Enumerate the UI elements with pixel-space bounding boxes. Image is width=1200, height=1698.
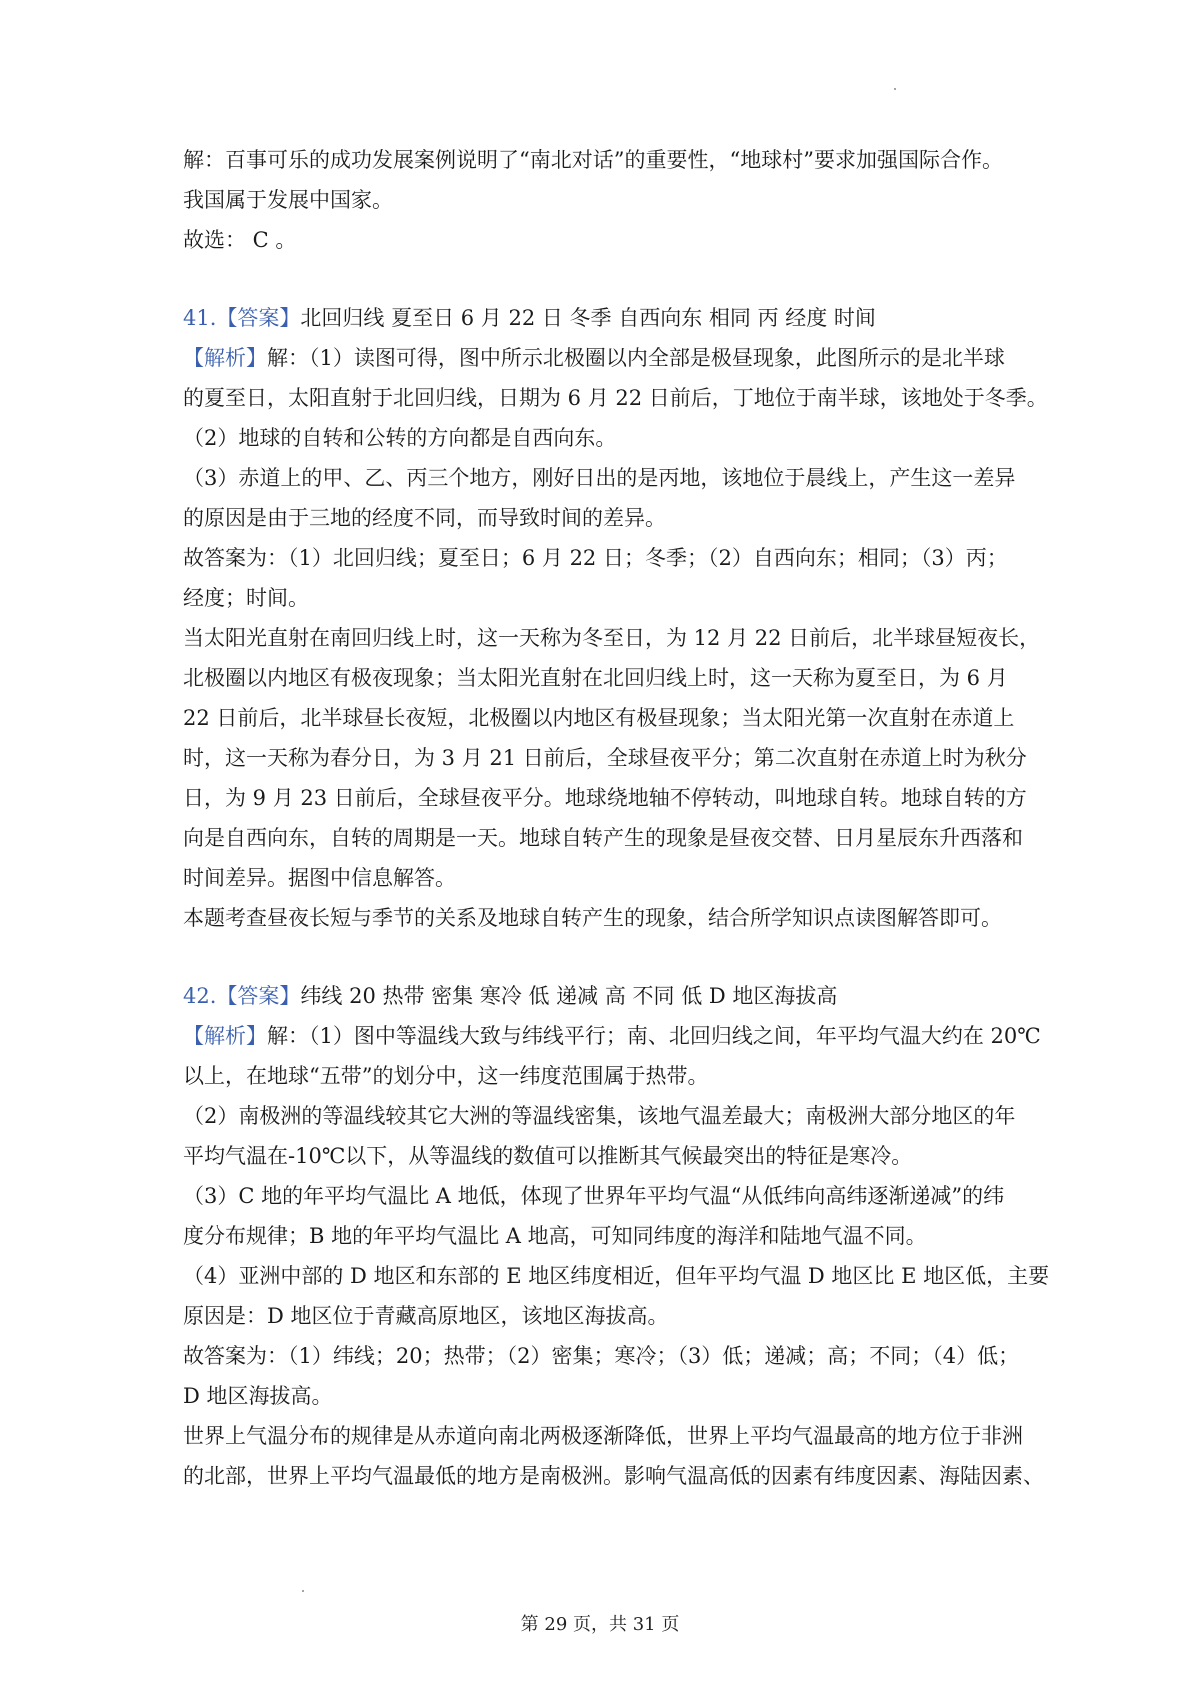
text-line: （2）南极洲的等温线较其它大洲的等温线密集，该地气温差最大；南极洲大部分地区的年 [183,1104,1016,1128]
analysis-text: 解：（1）读图可得，图中所示北极圈以内全部是极昼现象，此图所示的是北半球 [267,346,1005,370]
text-line: 以上，在地球“五带”的划分中，这一纬度范围属于热带。 [183,1064,709,1088]
page-footer: 第 29 页，共 31 页 [520,1614,680,1635]
text-line: 的北部，世界上平均气温最低的地方是南极洲。影响气温高低的因素有纬度因素、海陆因素、 [183,1464,1044,1488]
section-gap [183,938,1028,976]
text-line: 日，为 9 月 23 日前后，全球昼夜平分。地球绕地轴不停转动，叫地球自转。地球自转的方 [183,786,1027,810]
analysis-text: 解：（1）图中等温线大致与纬线平行；南、北回归线之间，年平均气温大约在 20℃ [267,1024,1041,1048]
text-line: 经度；时间。 [183,586,309,610]
answer-tag: 【答案】 [216,984,301,1008]
text-line: 时，这一天称为春分日，为 3 月 21 日前后，全球昼夜平分；第二次直射在赤道上时为秋分 [183,746,1027,770]
answer-line [183,976,1028,1016]
question-number: 41. [183,306,217,330]
text-line: 故答案为：（1）北回归线；夏至日；6 月 22 日；冬季；（2）自西向东；相同；（3）丙； [183,546,1008,570]
answer-line [183,298,1028,338]
analysis-tag: 【解析】 [183,346,267,370]
text-line: 我国属于发展中国家。 [183,188,393,212]
analysis-line [183,1016,1041,1056]
scan-speck [302,1590,304,1592]
text-line: （4）亚洲中部的 D 地区和东部的 E 地区纬度相近，但年平均气温 D 地区比 E 地区低，主要 [183,1264,1050,1288]
text-line: 平均气温在-10℃以下，从等温线的数值可以推断其气候最突出的特征是寒冷。 [183,1144,913,1168]
analysis-line [183,338,1028,378]
answer-text: 纬线 20 热带 密集 寒冷 低 递减 高 不同 低 D 地区海拔高 [300,984,838,1008]
text-line: 当太阳光直射在南回归线上时，这一天称为冬至日，为 12 月 22 日前后，北半球昼短夜长， [183,626,1041,650]
text-line: 向是自西向东，自转的周期是一天。地球自转产生的现象是昼夜交替、日月星辰东升西落和 [183,826,1023,850]
text-line: 度分布规律；B 地的年平均气温比 A 地高，可知同纬度的海洋和陆地气温不同。 [183,1224,927,1248]
text-line: （2）地球的自转和公转的方向都是自西向东。 [183,426,617,450]
text-line: 的原因是由于三地的经度不同，而导致时间的差异。 [183,506,666,530]
text-line: 解：百事可乐的成功发展案例说明了“南北对话”的重要性，“地球村”要求加强国际合作。 [183,148,1003,172]
answer-tag: 【答案】 [216,306,301,330]
scan-speck [894,88,896,90]
text-line: 北极圈以内地区有极夜现象；当太阳光直射在北回归线上时，这一天称为夏至日，为 6 月 [183,666,1008,690]
text-line: 的夏至日，太阳直射于北回归线，日期为 6 月 22 日前后，丁地位于南半球，该地处于冬季。 [183,386,1048,410]
document-page [183,140,1050,1496]
analysis-tag: 【解析】 [183,1024,267,1048]
text-line: 世界上气温分布的规律是从赤道向南北两极逐渐降低，世界上平均气温最高的地方位于非洲 [183,1424,1023,1448]
text-line: 本题考查昼夜长短与季节的关系及地球自转产生的现象，结合所学知识点读图解答即可。 [183,906,1002,930]
text-line: 故答案为：（1）纬线；20；热带；（2）密集；寒冷；（3）低；递减；高；不同；（4）低； [183,1344,1020,1368]
question-number: 42. [183,984,217,1008]
text-line: D 地区海拔高。 [183,1384,333,1408]
text-line: （3）C 地的年平均气温比 A 地低，体现了世界年平均气温“从低纬向高纬逐渐递减”的纬 [183,1184,1005,1208]
answer-text: 北回归线 夏至日 6 月 22 日 冬季 自西向东 相同 丙 经度 时间 [300,306,876,330]
text-line: 原因是：D 地区位于青藏高原地区，该地区海拔高。 [183,1304,669,1328]
text-line: 故选： C 。 [183,228,297,252]
text-line: 时间差异。据图中信息解答。 [183,866,456,890]
question-41 [183,298,1048,938]
text-line: 22 日前后，北半球昼长夜短，北极圈以内地区有极昼现象；当太阳光第一次直射在赤道上 [183,706,1015,730]
prev-question-solution [183,140,1028,260]
text-line: （3）赤道上的甲、乙、丙三个地方，刚好日出的是丙地，该地位于晨线上，产生这一差异 [183,466,1016,490]
question-42 [183,976,1050,1496]
section-gap [183,260,1028,298]
